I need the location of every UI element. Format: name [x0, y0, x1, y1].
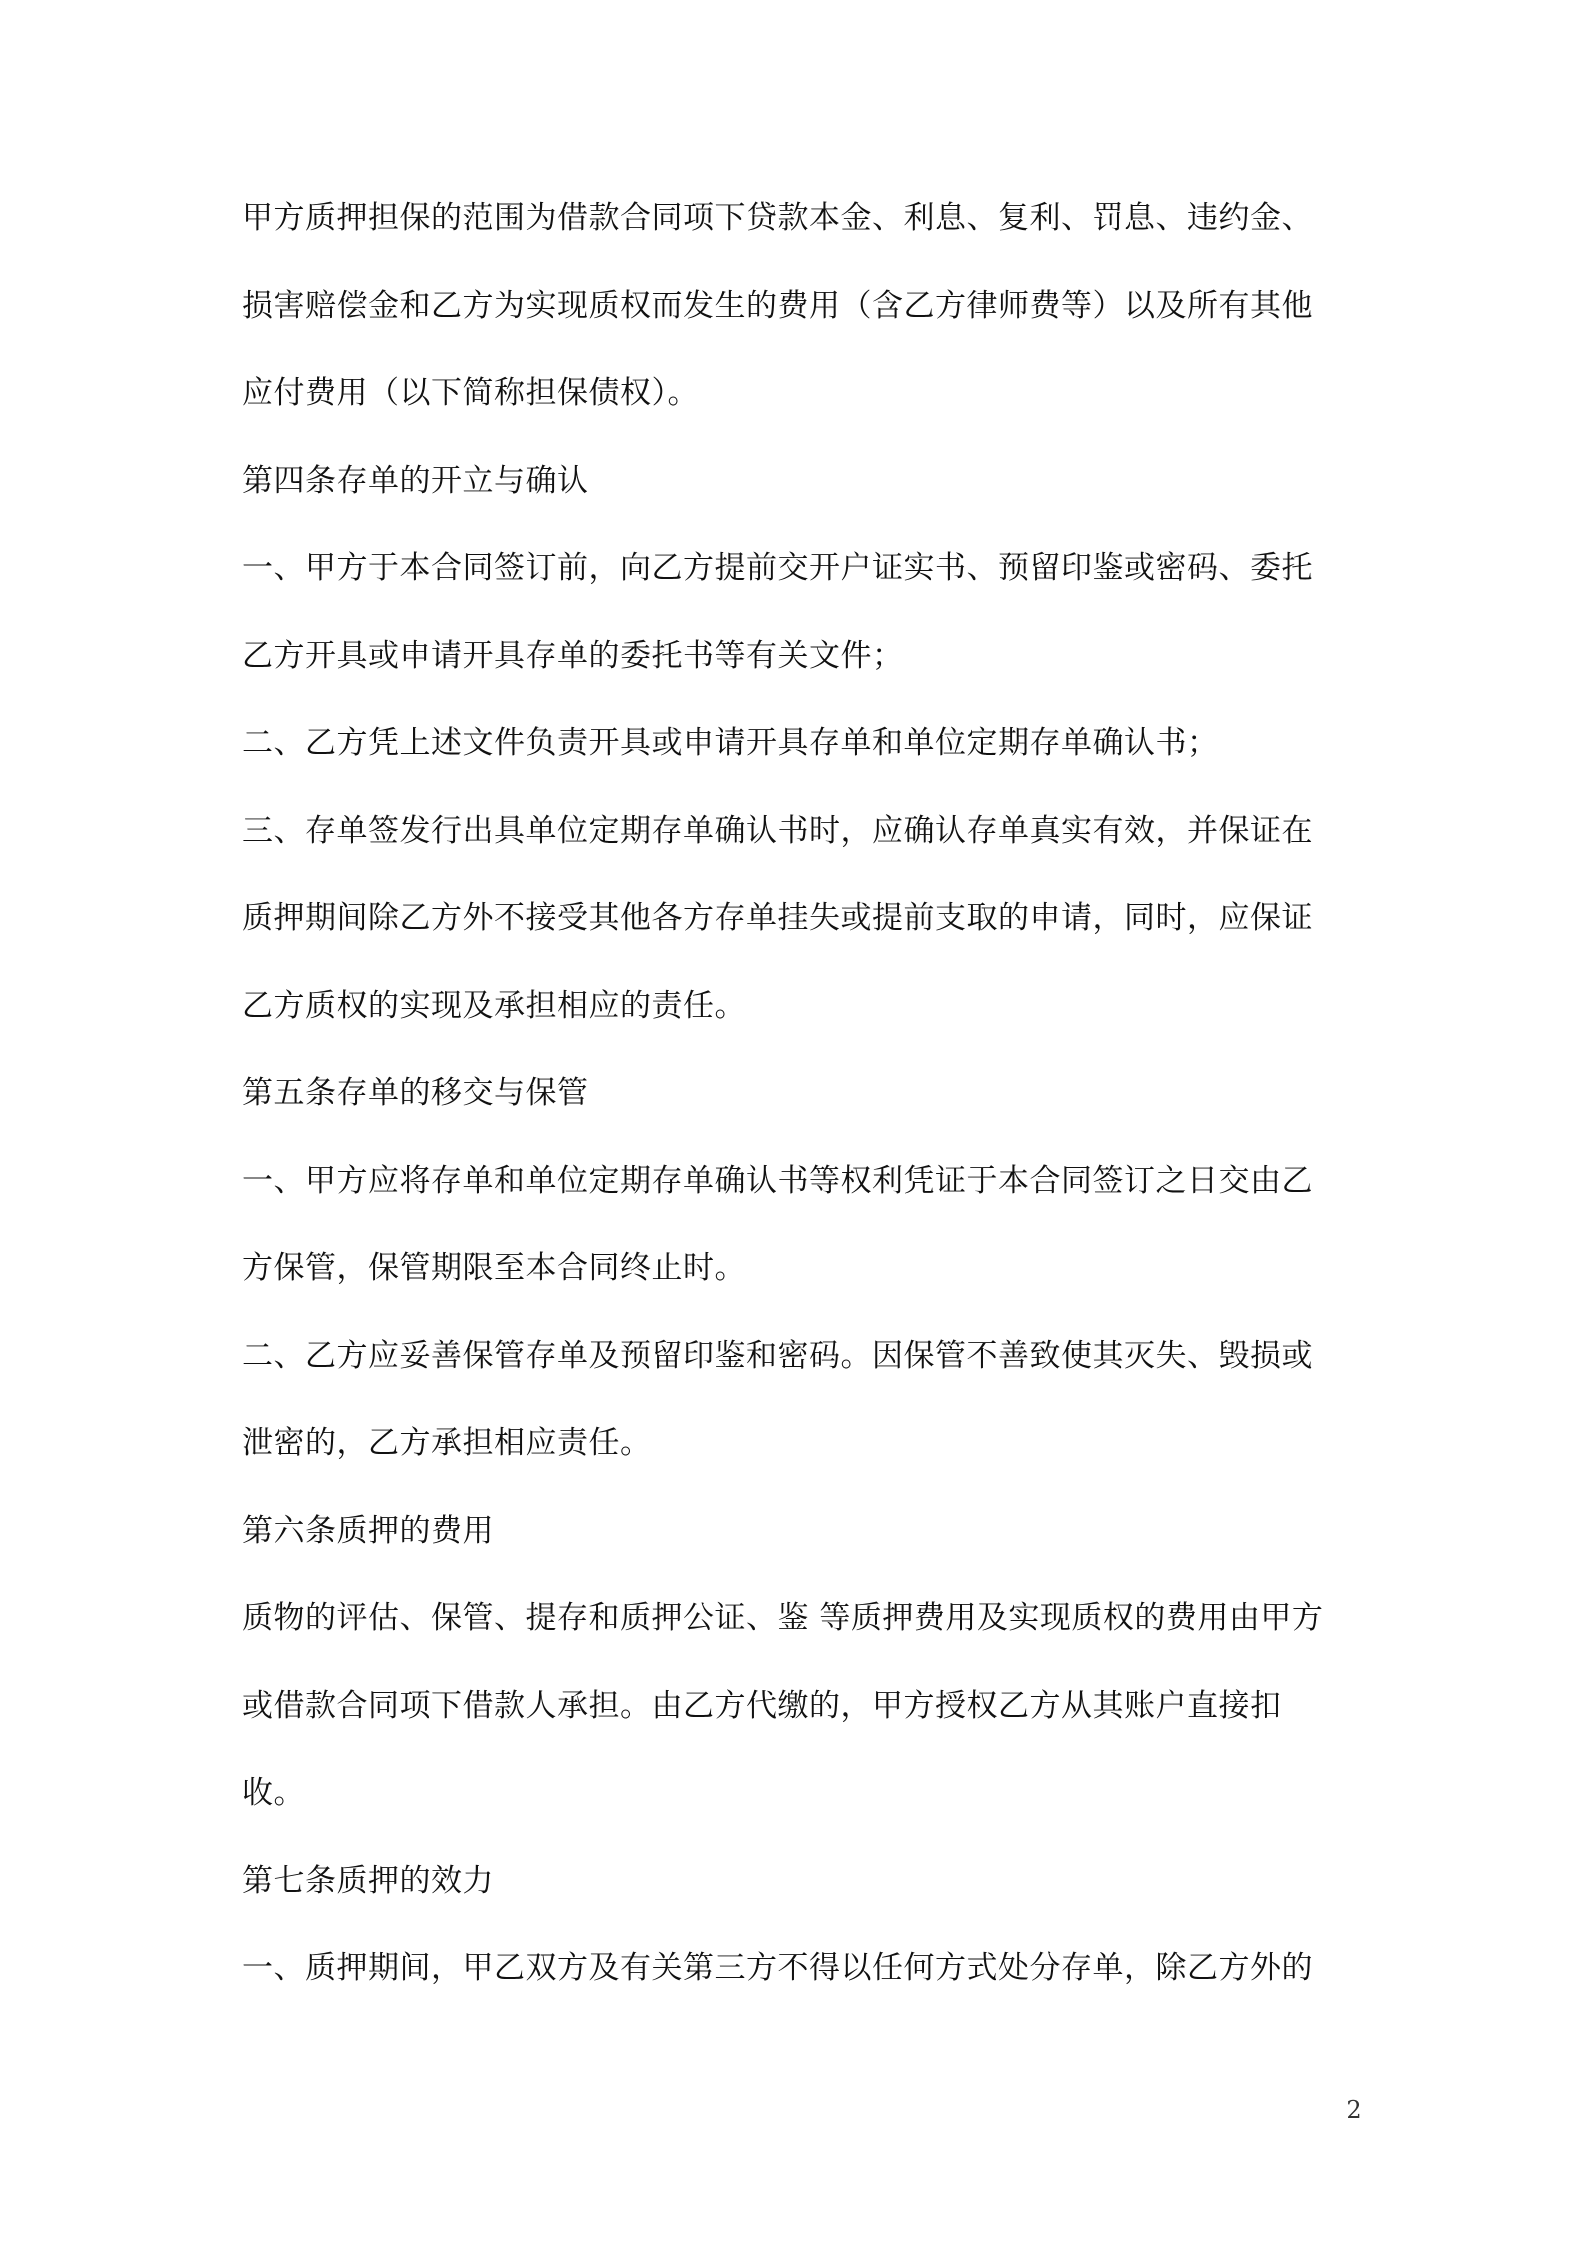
text-line: 二、乙方凭上述文件负责开具或申请开具存单和单位定期存单确认书； [242, 725, 1219, 761]
text-line: 质押期间除乙方外不接受其他各方存单挂失或提前支取的申请，同时，应保证 [242, 900, 1313, 936]
text-line: 方保管，保管期限至本合同终止时。 [242, 1250, 746, 1286]
text-line: 泄密的，乙方承担相应责任。 [242, 1425, 652, 1461]
text-line: 一、质押期间，甲乙双方及有关第三方不得以任何方式处分存单，除乙方外的 [242, 1950, 1313, 1986]
text-line: 甲方质押担保的范围为借款合同项下贷款本金、利息、复利、罚息、违约金、 [242, 200, 1313, 236]
text-line: 损害赔偿金和乙方为实现质权而发生的费用（含乙方律师费等）以及所有其他 [242, 287, 1313, 324]
text-line: 收。 [242, 1775, 305, 1811]
section-heading: 第五条存单的移交与保管 [242, 1075, 589, 1111]
section-heading: 第四条存单的开立与确认 [242, 462, 589, 499]
page-number: 2 [1346, 2096, 1362, 2124]
text-line: 二、乙方应妥善保管存单及预留印鉴和密码。因保管不善致使其灭失、毁损或 [242, 1337, 1313, 1374]
section-heading: 第七条质押的效力 [242, 1862, 494, 1899]
text-line: 一、甲方应将存单和单位定期存单确认书等权利凭证于本合同签订之日交由乙 [242, 1162, 1313, 1199]
text-line: 质物的评估、保管、提存和质押公证、鉴 等质押费用及实现质权的费用由甲方 [242, 1600, 1324, 1636]
text-line: 乙方开具或申请开具存单的委托书等有关文件； [242, 637, 904, 674]
section-heading: 第六条质押的费用 [242, 1512, 494, 1549]
text-line: 乙方质权的实现及承担相应的责任。 [242, 987, 746, 1024]
document-body [242, 188, 1352, 2026]
text-line: 一、甲方于本合同签订前，向乙方提前交开户证实书、预留印鉴或密码、委托 [242, 550, 1313, 586]
text-line: 应付费用（以下简称担保债权）。 [242, 375, 699, 411]
text-line: 或借款合同项下借款人承担。由乙方代缴的，甲方授权乙方从其账户直接扣 [242, 1687, 1282, 1724]
text-line: 三、存单签发行出具单位定期存单确认书时，应确认存单真实有效，并保证在 [242, 812, 1313, 849]
